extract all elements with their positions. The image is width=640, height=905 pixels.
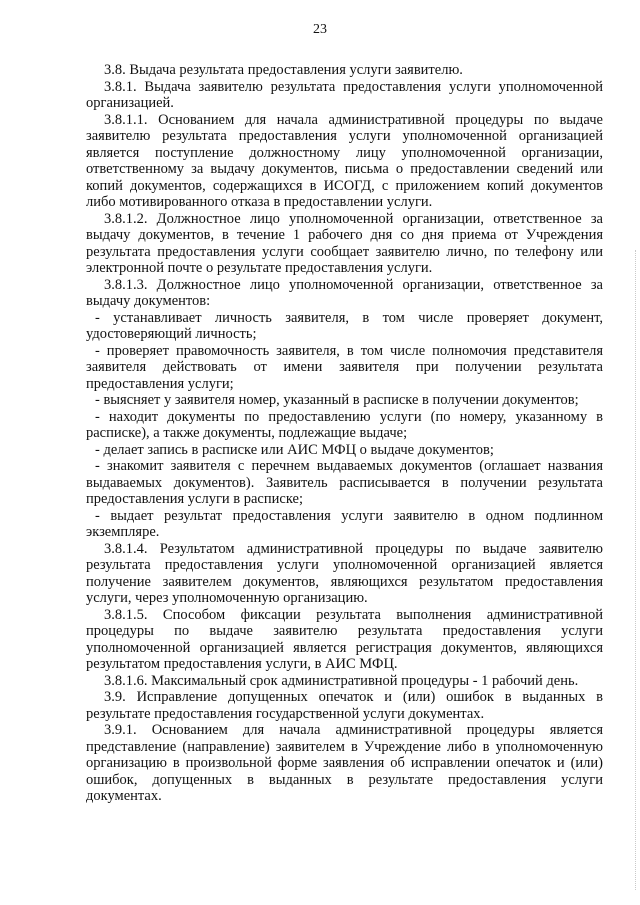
scan-edge-mark xyxy=(634,250,636,890)
list-item: - выдает результат предоставления услуги заявителю в одном подлинном экземпляре. xyxy=(86,507,603,540)
list-item: - делает запись в расписке или АИС МФЦ о выдаче документов; xyxy=(95,441,494,458)
paragraph-3-8-1-1: 3.8.1.1. Основанием для начала административной процедуры по выдаче заявителю результата предоставления услуги уполномоченной организацией является поступление должностному лицу уполномоченной организации, ответственному за выдачу документов, письма о предоставлении сведений или копий документов, содержащихся в ИСОГД, с приложением копий документов либо мотивированного отказа в предоставлении услуги. xyxy=(86,111,603,210)
list-item: - проверяет правомочность заявителя, в том числе полномочия представителя заявителя действовать от имени заявителя при получении результата предоставления услуги; xyxy=(86,342,603,392)
paragraph-3-8-1-6: 3.8.1.6. Максимальный срок административной процедуры - 1 рабочий день. xyxy=(104,672,579,689)
document-body xyxy=(86,62,603,805)
paragraph-3-8-1-5: 3.8.1.5. Способом фиксации результата выполнения административной процедуры по выдаче заявителю результата предоставления услуги уполномоченной организацией является регистрация документов, являющихся результатом предоставления услуги, в АИС МФЦ. xyxy=(86,606,603,672)
paragraph-3-8: 3.8. Выдача результата предоставления услуги заявителю. xyxy=(104,62,463,78)
list-item: - находит документы по предоставлению услуги (по номеру, указанному в расписке), а также документы, подлежащие выдаче; xyxy=(86,408,603,441)
list-item: - знакомит заявителя с перечнем выдаваемых документов (оглашает названия выдаваемых документов). Заявитель расписывается в получении результата предоставления услуги в расписке; xyxy=(86,458,603,507)
page-number: 23 xyxy=(313,22,327,37)
paragraph-3-9-1: 3.9.1. Основанием для начала административной процедуры является представление (направление) заявителем в Учреждение либо в уполномоченную организацию в произвольной форме заявления об исправлении опечаток и (или) ошибок, допущенных в выданных в результате предоставления услуги документах. xyxy=(86,722,603,804)
list-item: - устанавливает личность заявителя, в том числе проверяет документ, удостоверяющий личность; xyxy=(86,309,603,342)
paragraph-3-8-1-3: 3.8.1.3. Должностное лицо уполномоченной организации, ответственное за выдачу документов: xyxy=(86,276,603,309)
list-item: - выясняет у заявителя номер, указанный в расписке в получении документов; xyxy=(95,392,579,408)
paragraph-3-8-1: 3.8.1. Выдача заявителю результата предоставления услуги уполномоченной организацией. xyxy=(86,78,603,111)
paragraph-3-9: 3.9. Исправление допущенных опечаток и (или) ошибок в выданных в результате предоставления государственной услуги документах. xyxy=(86,689,603,722)
paragraph-3-8-1-4: 3.8.1.4. Результатом административной процедуры по выдаче заявителю результата предоставления услуги уполномоченной организацией является получение заявителем документов, являющихся результатом предоставления услуги, через уполномоченную организацию. xyxy=(86,540,603,606)
paragraph-3-8-1-2: 3.8.1.2. Должностное лицо уполномоченной организации, ответственное за выдачу документов, в течение 1 рабочего дня со дня приема от Учреждения результата предоставления услуги сообщает заявителю лично, по телефону или электронной почте о результате предоставления услуги. xyxy=(86,210,603,276)
